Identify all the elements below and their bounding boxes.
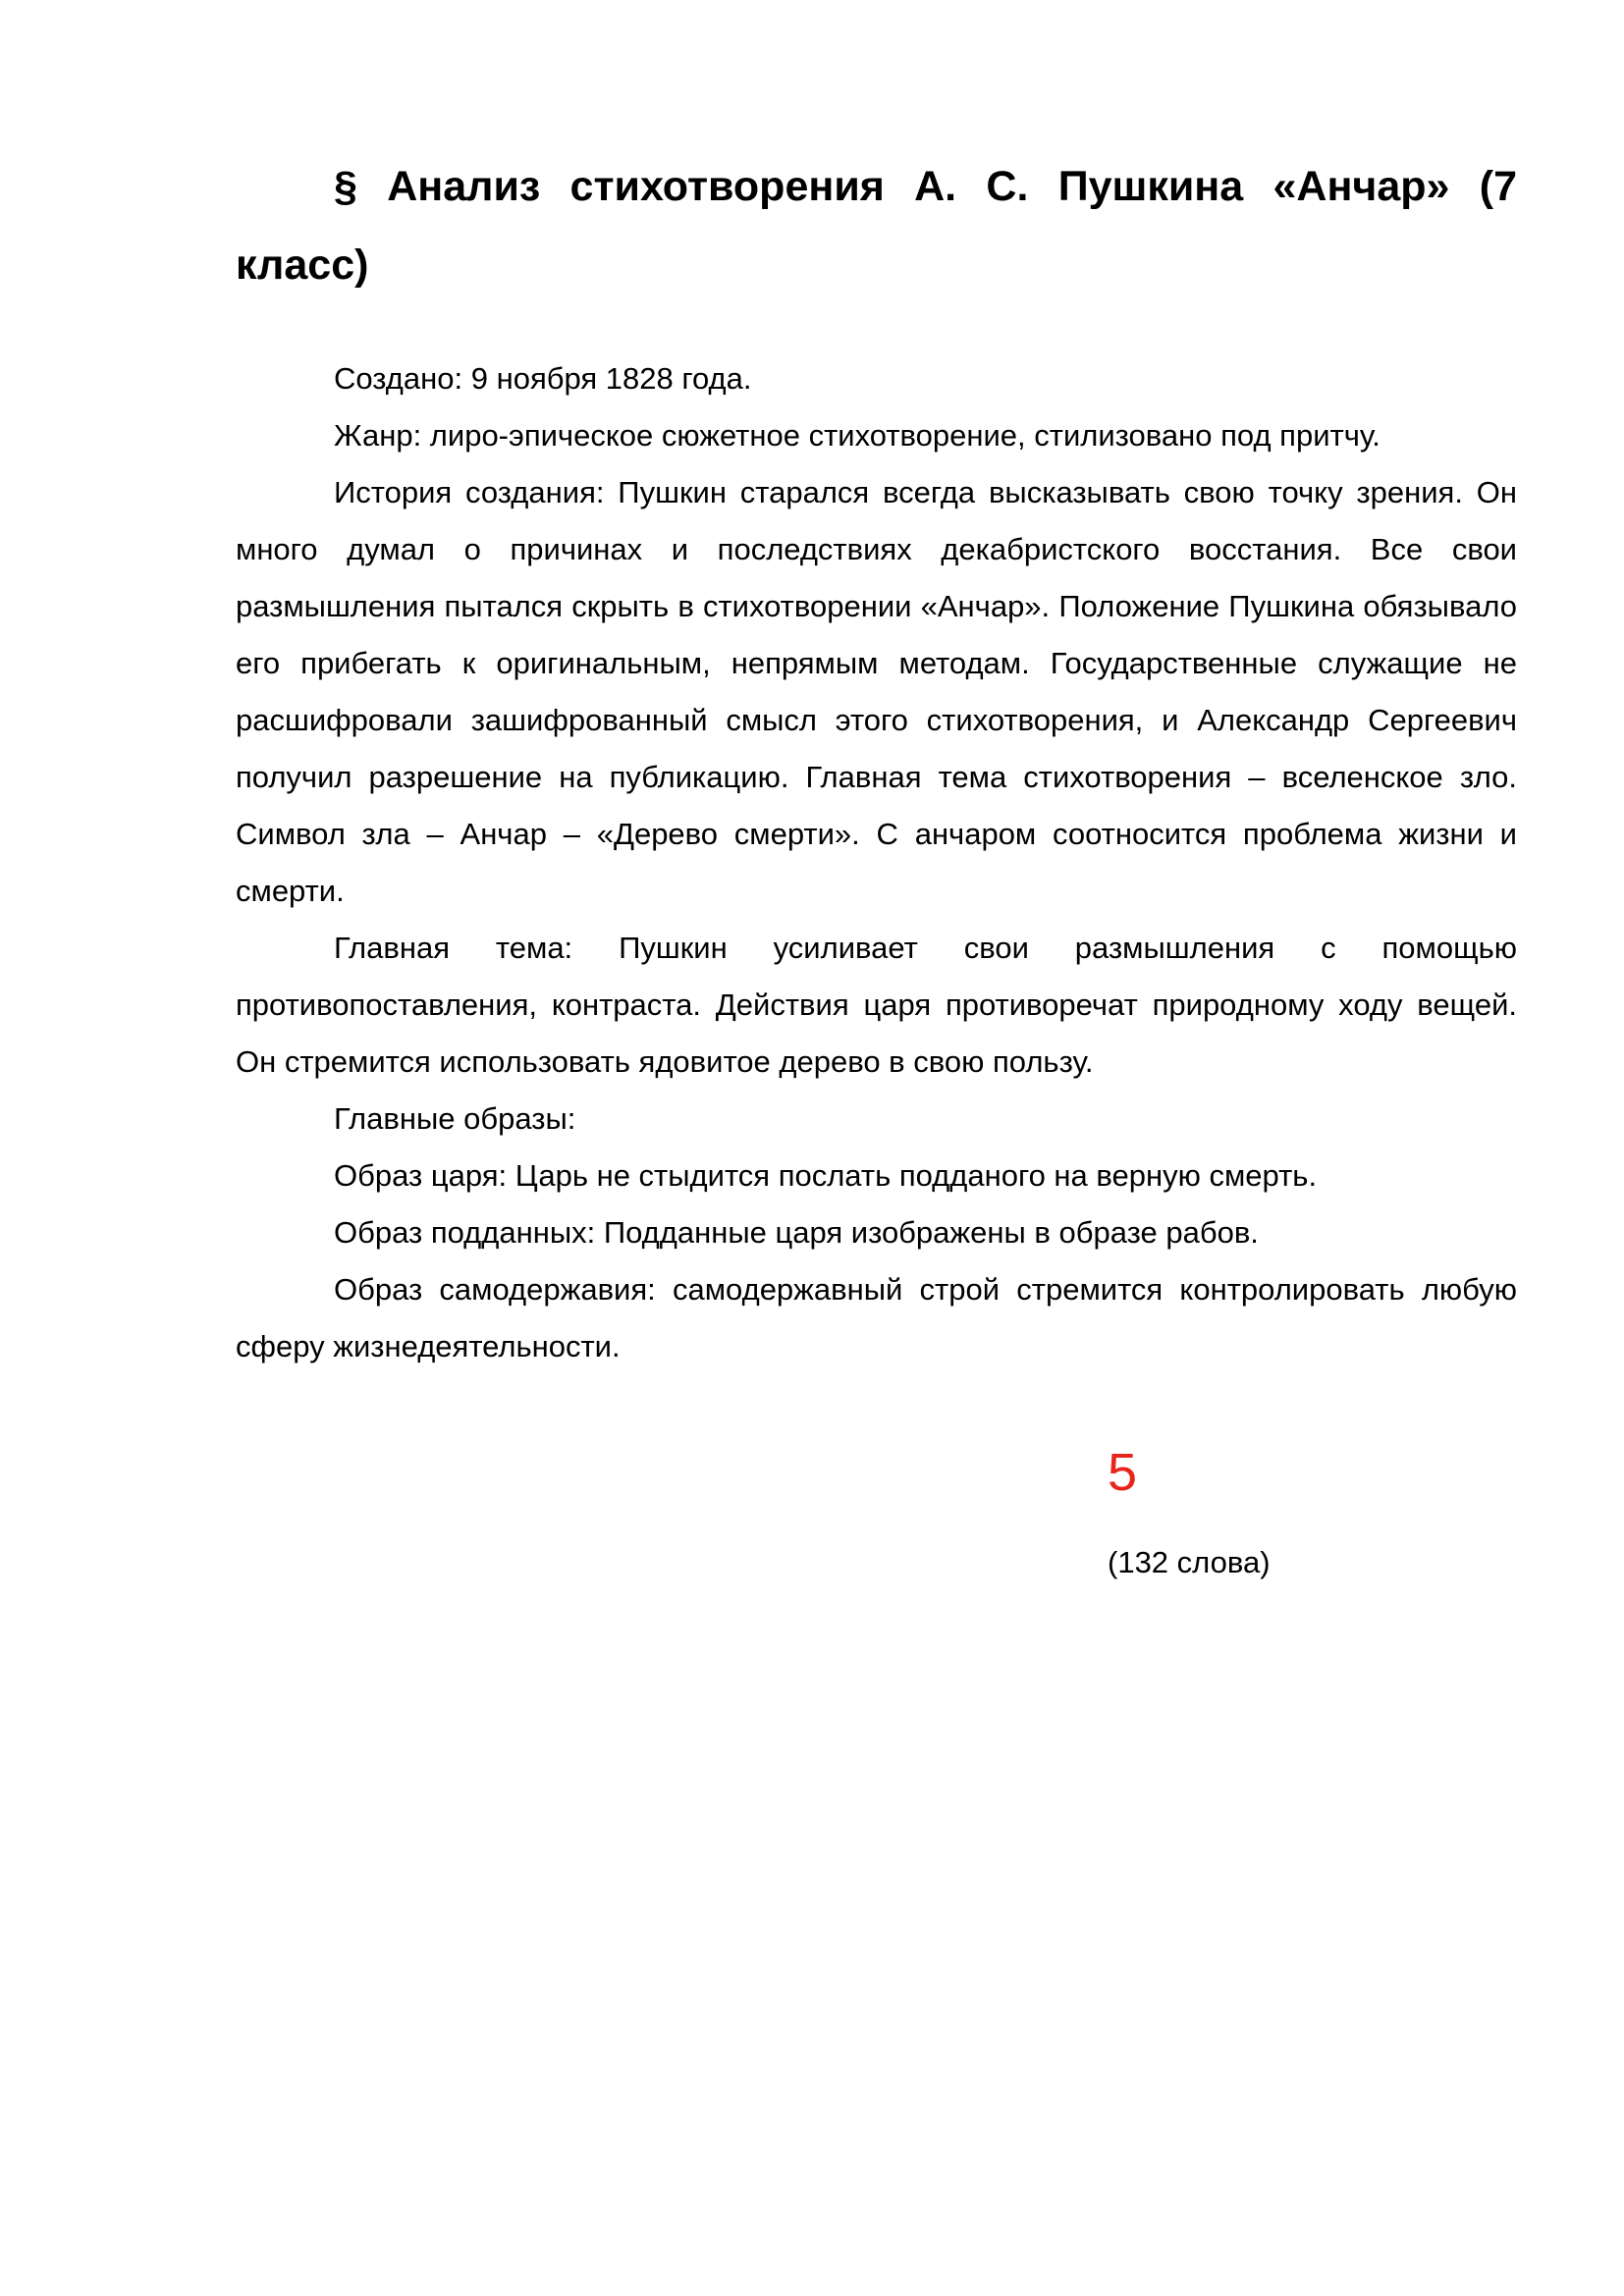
paragraph-creation-history: История создания: Пушкин старался всегда высказывать свою точку зрения. Он много думал о причинах и последствиях декабристского восстания. Все свои размышления пытался скрыть в стихотворении «Анчар». Положение Пушкина обязывало его прибегать к оригинальным, непрямым методам. Государственные служащие не расшифровали зашифрованный смысл этого стихотворения, и Александр Сергеевич получил разрешение на публикацию. Главная тема стихотворения – вселенское зло. Символ зла – Анчар – «Дерево смерти». С анчаром соотносится проблема жизни и смерти.: [236, 475, 1517, 908]
document-page: [236, 147, 1517, 1375]
grade-mark: 5: [1108, 1443, 1138, 1502]
word-count: (132 слова): [1108, 1545, 1271, 1579]
paragraph-main-theme: Главная тема: Пушкин усиливает свои размышления с помощью противопоставления, контраста. Действия царя противоречат природному ходу вещей. Он стремится использовать ядовитое дерево в свою пользу.: [236, 931, 1517, 1079]
document-title: § Анализ стихотворения А. С. Пушкина «Анчар» (7 класс): [236, 163, 1517, 289]
paragraph-image-autocracy: Образ самодержавия: самодержавный строй стремится контролировать любую сферу жизнедеятельности.: [236, 1272, 1517, 1363]
paragraph-genre: Жанр: лиро-эпическое сюжетное стихотворение, стилизовано под притчу.: [334, 418, 1380, 453]
paragraph-image-subjects: Образ подданных: Подданные царя изображены в образе рабов.: [334, 1215, 1259, 1250]
document-body: [236, 350, 1517, 1375]
paragraph-created-date: Создано: 9 ноября 1828 года.: [334, 361, 752, 396]
paragraph-image-tsar: Образ царя: Царь не стыдится послать подданого на верную смерть.: [334, 1158, 1318, 1193]
paragraph-main-images-heading: Главные образы:: [334, 1101, 576, 1136]
